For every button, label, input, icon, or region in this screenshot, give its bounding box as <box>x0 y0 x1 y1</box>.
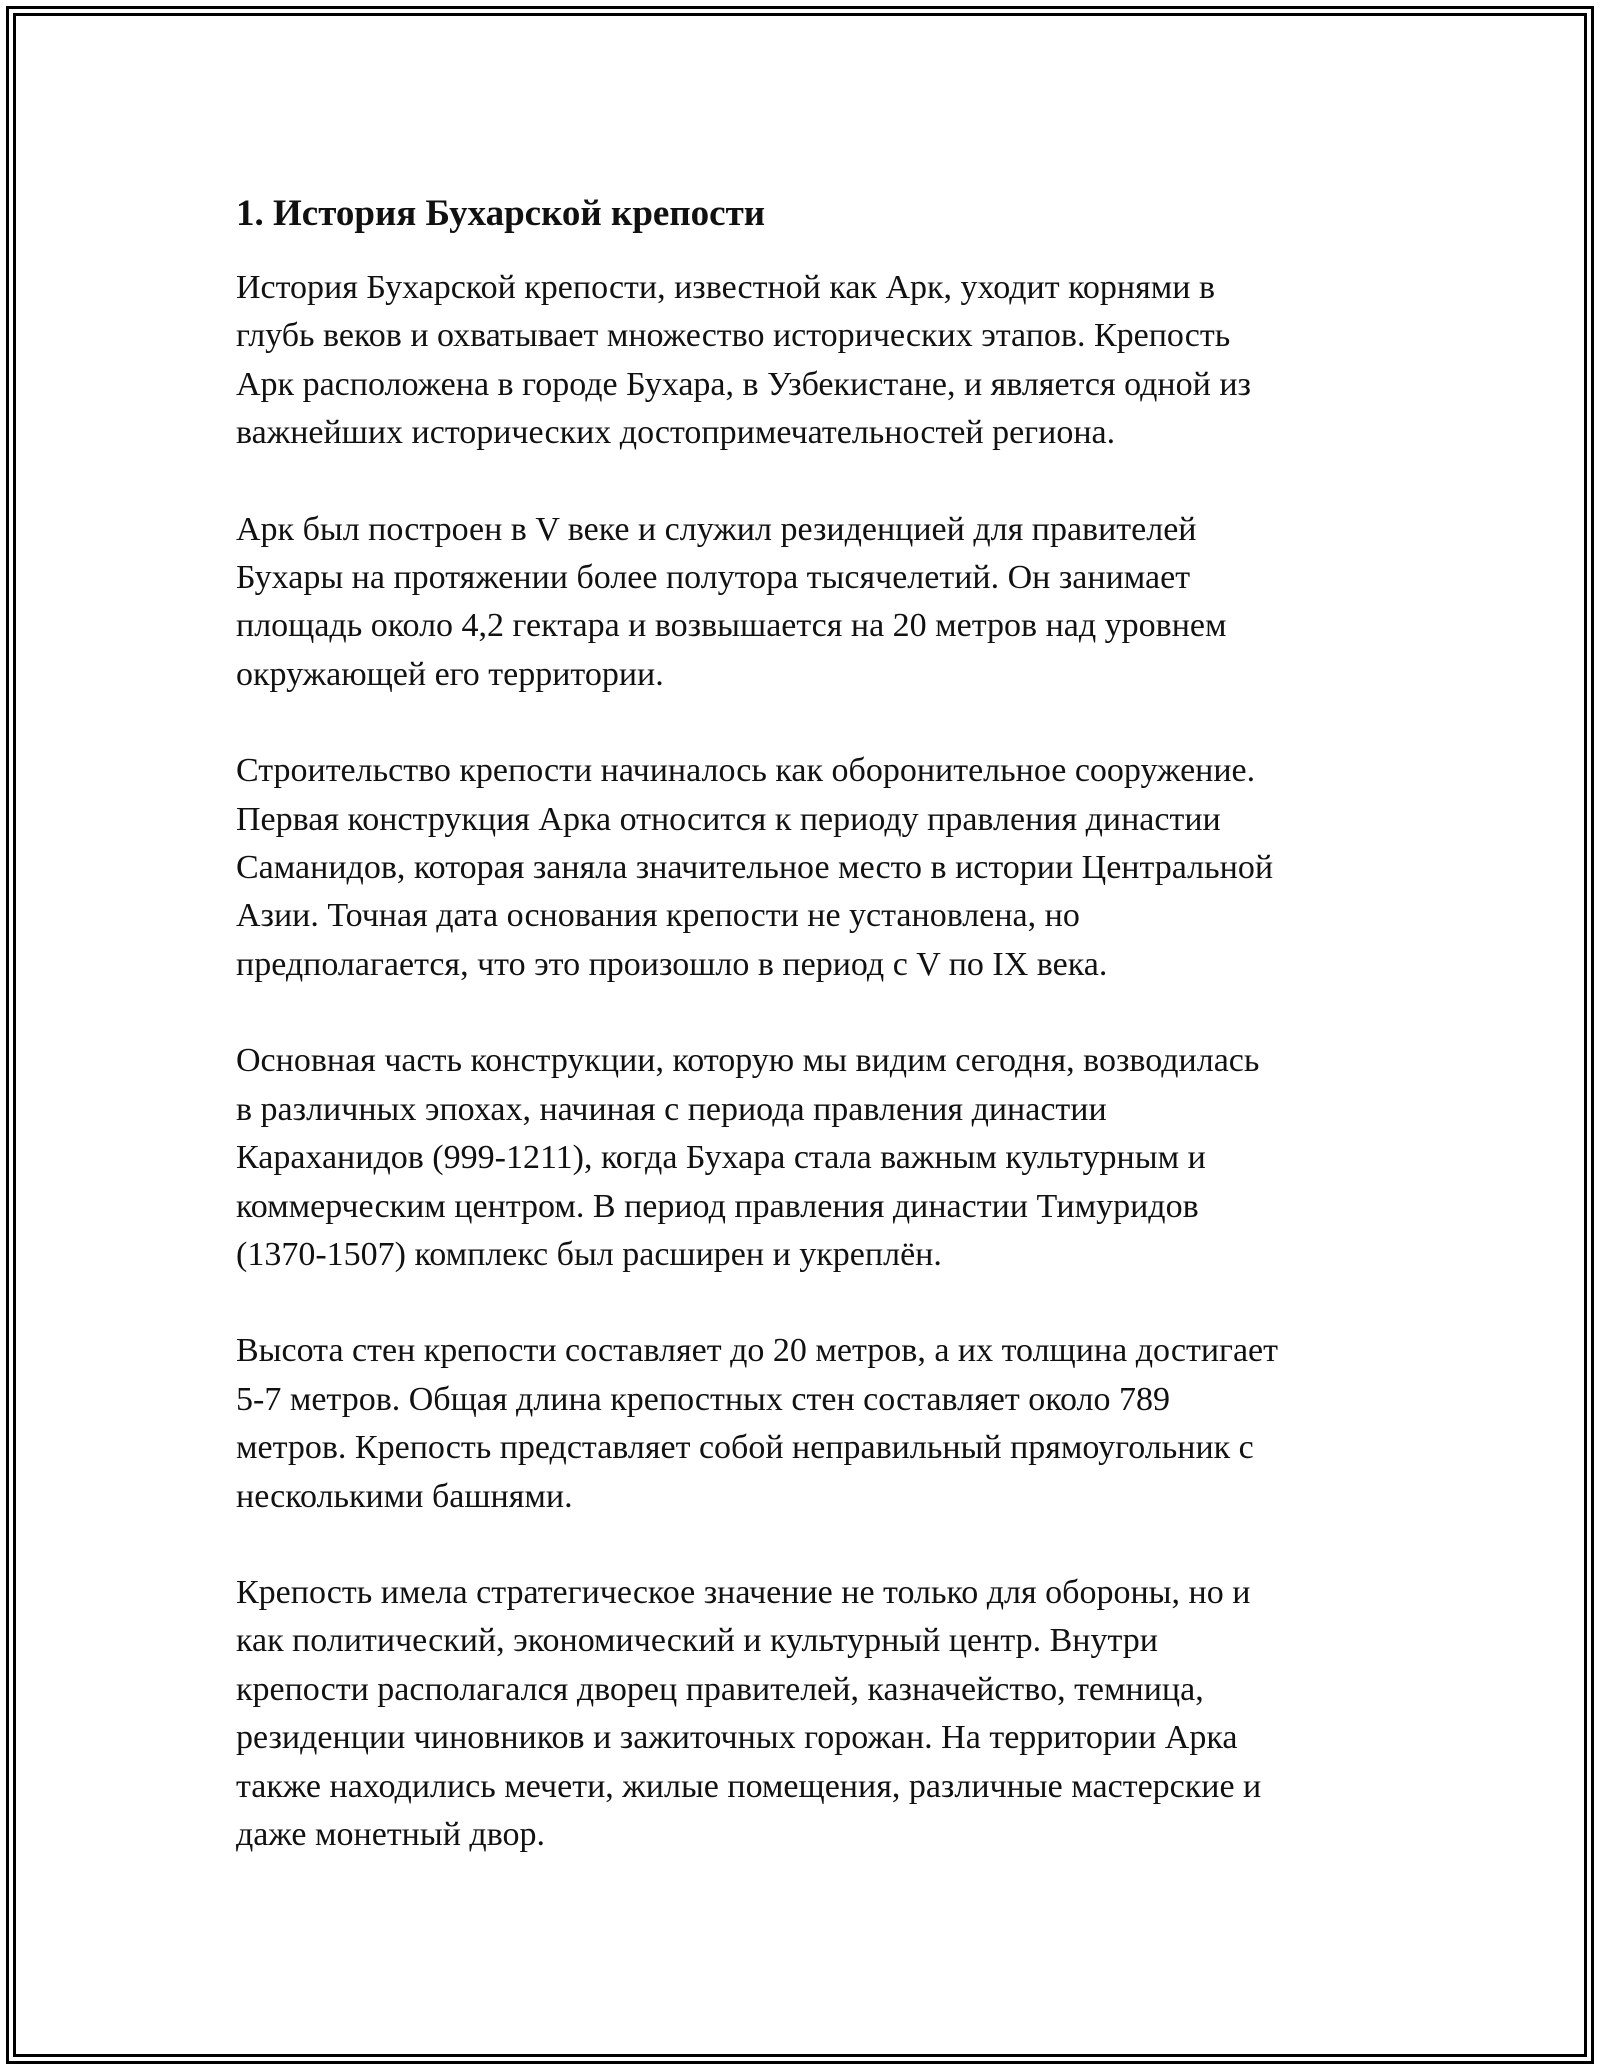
paragraph-1: История Бухарской крепости, известной как Арк, уходит корнями в глубь веков и охватывает множество исторических этапов. Крепость Арк расположена в городе Бухара, в Узбекистане, и является одной из важнейших исторических достопримечательностей региона. <box>236 269 1251 452</box>
paragraph-4: Основная часть конструкции, которую мы видим сегодня, возводилась в различных эпохах, начиная с периода правления династии Караханидов (999-1211), когда Бухара стала важным культурным и коммерческим центром. В период правления династии Тимуридов (1370-1507) комплекс был расширен и укреплён. <box>236 1042 1260 1273</box>
paragraph-6: Крепость имела стратегическое значение не только для обороны, но и как политический, экономический и культурный центр. Внутри крепости располагался дворец правителей, казначейство, темница, резиденции чиновников и зажиточных горожан. На территории Арка также находились мечети, жилые помещения, различные мастерские и даже монетный двор. <box>236 1573 1262 1853</box>
paragraph-3: Строительство крепости начиналось как оборонительное сооружение. Первая конструкция Арка относится к периоду правления династии Саманидов, которая заняла значительное место в истории Центральной Азии. Точная дата основания крепости не установлена, но предполагается, что это произошло в период с V по IX века. <box>236 752 1274 983</box>
section-heading: 1. История Бухарской крепости <box>236 193 766 234</box>
paragraph-2: Арк был построен в V веке и служил резиденцией для правителей Бухары на протяжении более полутора тысячелетий. Он занимает площадь около 4,2 гектара и возвышается на 20 метров над уровнем окружающей его территории. <box>236 510 1227 693</box>
paragraph-5: Высота стен крепости составляет до 20 метров, а их толщина достигает 5-7 метров. Общая длина крепостных стен составляет около 789 метров. Крепость представляет собой неправильный прямоугольник с несколькими башнями. <box>236 1332 1278 1515</box>
document-body <box>236 186 1366 1859</box>
